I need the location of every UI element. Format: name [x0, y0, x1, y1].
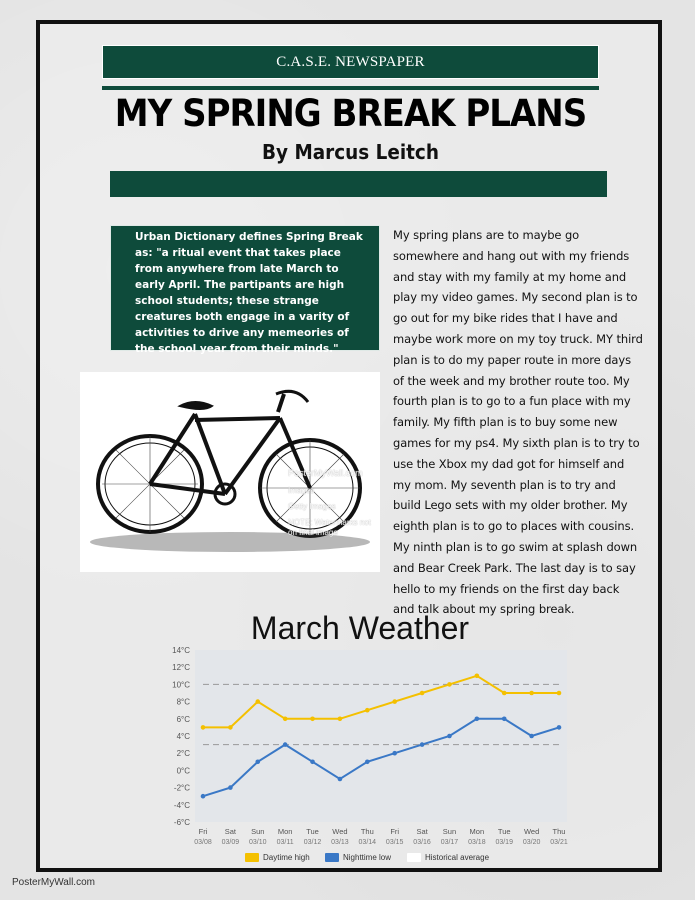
data-point: [228, 785, 233, 790]
quote-text: Urban Dictionary defines Spring Break as: "a ritual event that takes place from anywhere from late March to early April. The partipants are high school students; these strange creatures both engage in a varity of activities to drive any memeories of the school year from their minds.": [135, 231, 363, 355]
x-tick-date: 03/13: [331, 839, 349, 846]
data-point: [557, 725, 562, 730]
data-point: [529, 734, 534, 739]
y-tick-label: 10°C: [172, 680, 190, 690]
x-tick-day: Wed: [523, 827, 540, 836]
quote-box: [110, 225, 380, 355]
data-point: [529, 691, 534, 696]
x-tick-day: Tue: [306, 827, 319, 836]
data-point: [365, 708, 370, 713]
bicycle-illustration: [80, 372, 380, 572]
x-tick-day: Sun: [251, 827, 265, 836]
chart-title: March Weather: [250, 610, 470, 646]
data-point: [310, 717, 315, 722]
y-tick-label: -2°C: [173, 783, 190, 793]
watermark-text: NOTE: Watermarks not on final image: [288, 518, 371, 537]
data-point: [502, 717, 507, 722]
masthead-bar: [102, 45, 599, 79]
data-point: [283, 717, 288, 722]
x-tick-day: Fri: [390, 827, 400, 836]
legend-label: Nighttime low: [343, 853, 392, 862]
legend-swatch: [325, 853, 339, 862]
x-tick-date: 03/10: [249, 839, 267, 846]
legend-label: Daytime high: [263, 853, 310, 862]
y-tick-label: -4°C: [173, 800, 190, 810]
data-point: [338, 777, 343, 782]
data-point: [310, 760, 315, 765]
data-point: [475, 674, 480, 679]
y-tick-label: 2°C: [176, 749, 190, 759]
x-tick-date: 03/15: [385, 839, 404, 846]
masthead-title: C.A.S.E. NEWSPAPER: [276, 53, 425, 70]
x-tick-date: 03/17: [440, 839, 459, 846]
y-tick-label: 0°C: [176, 766, 190, 776]
data-point: [447, 734, 452, 739]
sub-header-bar: [110, 171, 607, 197]
data-point: [420, 691, 425, 696]
x-tick-date: 03/16: [413, 839, 431, 846]
data-point: [475, 717, 480, 722]
y-tick-label: 4°C: [176, 732, 190, 741]
x-tick-date: 03/21: [550, 839, 568, 846]
x-tick-day: Mon: [469, 827, 485, 836]
x-tick-date: 03/08: [194, 839, 212, 846]
data-point: [255, 760, 260, 765]
x-tick-day: Thu: [360, 827, 374, 836]
byline: By Marcus Leitch: [262, 140, 439, 164]
x-tick-day: Sun: [442, 827, 457, 836]
legend-swatch: [407, 853, 421, 862]
footer-credit: PosterMyWall.com: [12, 877, 95, 888]
data-point: [283, 742, 288, 747]
watermark-text: Getty Images: [288, 502, 336, 511]
data-point: [502, 691, 507, 696]
masthead-divider: [102, 86, 599, 90]
x-tick-date: 03/12: [303, 839, 322, 846]
plot-background: [195, 650, 567, 822]
weather-chart-svg: [160, 640, 580, 875]
x-tick-day: Fri: [198, 827, 208, 836]
y-tick-label: -6°C: [173, 818, 190, 827]
y-tick-label: 12°C: [172, 663, 190, 673]
x-tick-date: 03/09: [221, 839, 240, 846]
legend-label: Historical average: [425, 853, 490, 862]
x-tick-date: 03/18: [468, 839, 486, 846]
y-tick-label: 8°C: [176, 697, 190, 707]
y-tick-label: 14°C: [172, 646, 190, 655]
data-point: [228, 725, 233, 730]
data-point: [338, 717, 343, 722]
x-tick-date: 03/11: [276, 839, 294, 846]
article-body: My spring plans are to maybe go somewhere and hang out with my friends and stay with my family at my home and play my video games. My second plan is to go out for my bike rides that I have and maybe work more on my toy truck. MY third plan is to do my paper route in more days of the week and my brother route too. My fourth plan is to go to a fun place with my family. My fifth plan is to buy some new games for my ps4. My sixth plan is to try to use the Xbox my dad got for himself and my mom. My seventh plan is to try and build Lego sets with my older brother. My eighth plan is to go to places with cousins. My ninth plan is to go swim at splash down and Bear Creek Park. The last day is to say hello to my friends on the first day back and talk about my spring break.: [393, 228, 643, 617]
x-tick-day: Thu: [552, 827, 566, 836]
data-point: [201, 794, 206, 799]
data-point: [420, 742, 425, 747]
x-tick-date: 03/20: [522, 839, 541, 846]
legend-swatch: [245, 853, 259, 862]
x-tick-day: Mon: [277, 827, 293, 836]
data-point: [201, 725, 206, 730]
x-tick-day: Wed: [332, 827, 348, 836]
x-tick-day: Sat: [224, 827, 237, 836]
watermark-text: Images: [288, 486, 315, 495]
x-tick-day: Sat: [416, 827, 428, 836]
watermark-text: PosterMyWall.com: [288, 468, 363, 478]
data-point: [557, 691, 562, 696]
data-point: [392, 699, 397, 704]
data-point: [447, 682, 452, 687]
headline: MY SPRING BREAK PLANS: [114, 92, 587, 136]
weather-chart: [160, 640, 580, 875]
x-tick-date: 03/19: [495, 839, 513, 846]
x-tick-day: Tue: [497, 827, 511, 836]
y-tick-label: 6°C: [176, 714, 190, 724]
data-point: [392, 751, 397, 756]
data-point: [255, 699, 260, 704]
x-tick-date: 03/14: [358, 839, 377, 846]
data-point: [365, 760, 370, 765]
